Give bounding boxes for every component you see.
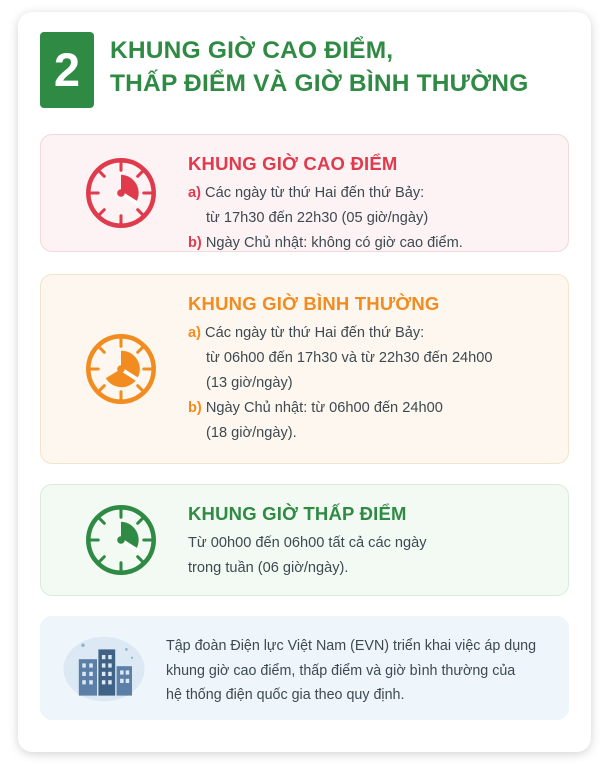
section-line — [188, 321, 556, 346]
footer-note — [40, 616, 569, 720]
clock-icon-orange — [83, 331, 159, 407]
section-line — [188, 556, 556, 581]
section-title-normal: KHUNG GIỜ BÌNH THƯỜNG — [188, 293, 440, 314]
footer-note-line1: Tập đoàn Điện lực Việt Nam (EVN) triển khai việc áp dụng — [166, 638, 537, 654]
page-title — [110, 34, 528, 100]
line-text: từ 06h00 đến 17h30 và từ 22h30 đến 24h00 — [206, 350, 493, 366]
section-line — [188, 346, 556, 371]
section-line — [188, 231, 556, 256]
section-body-peak — [188, 181, 556, 256]
section-normal-hours — [40, 274, 569, 464]
section-line — [188, 206, 556, 231]
header — [40, 32, 570, 110]
page-title-line1: KHUNG GIỜ CAO ĐIỂM, — [110, 37, 394, 64]
line-text: Các ngày từ thứ Hai đến thứ Bảy: — [205, 325, 425, 341]
line-marker: b) — [188, 235, 202, 251]
footer-note-line2: khung giờ cao điểm, thấp điểm và giờ bình thường của — [166, 662, 516, 679]
section-line — [188, 371, 556, 396]
section-line — [188, 531, 556, 556]
line-text: (18 giờ/ngày). — [206, 425, 297, 441]
section-line — [188, 181, 556, 206]
line-text: Từ 00h00 đến 06h00 tất cả các ngày — [188, 535, 427, 551]
line-text: trong tuần (06 giờ/ngày). — [188, 560, 349, 576]
line-text: Ngày Chủ nhật: từ 06h00 đến 24h00 — [205, 400, 443, 416]
section-peak-hours — [40, 134, 569, 252]
section-title-low: KHUNG GIỜ THẤP ĐIỂM — [188, 503, 407, 524]
section-line — [188, 421, 556, 446]
clock-icon-green — [83, 502, 159, 578]
line-marker: a) — [188, 185, 201, 201]
section-body-low — [188, 531, 556, 581]
line-marker: b) — [188, 400, 202, 416]
line-text: Các ngày từ thứ Hai đến thứ Bảy: — [205, 185, 425, 201]
line-text: từ 17h30 đến 22h30 (05 giờ/ngày) — [206, 210, 429, 226]
infographic-card — [18, 12, 591, 752]
city-buildings-icon — [62, 634, 146, 704]
section-body-normal — [188, 321, 556, 446]
section-title-peak: KHUNG GIỜ CAO ĐIỂM — [188, 153, 398, 174]
line-text: (13 giờ/ngày) — [206, 375, 293, 391]
line-text: Ngày Chủ nhật: không có giờ cao điểm. — [205, 235, 463, 251]
section-low-hours — [40, 484, 569, 596]
step-number-badge: 2 — [40, 32, 94, 108]
section-line — [188, 396, 556, 421]
clock-icon-red — [83, 155, 159, 231]
footer-note-text — [166, 634, 548, 708]
footer-note-line3: hệ thống điện quốc gia theo quy định. — [166, 687, 405, 703]
page-title-line2: THẤP ĐIỂM VÀ GIỜ BÌNH THƯỜNG — [110, 70, 529, 97]
line-marker: a) — [188, 325, 201, 341]
